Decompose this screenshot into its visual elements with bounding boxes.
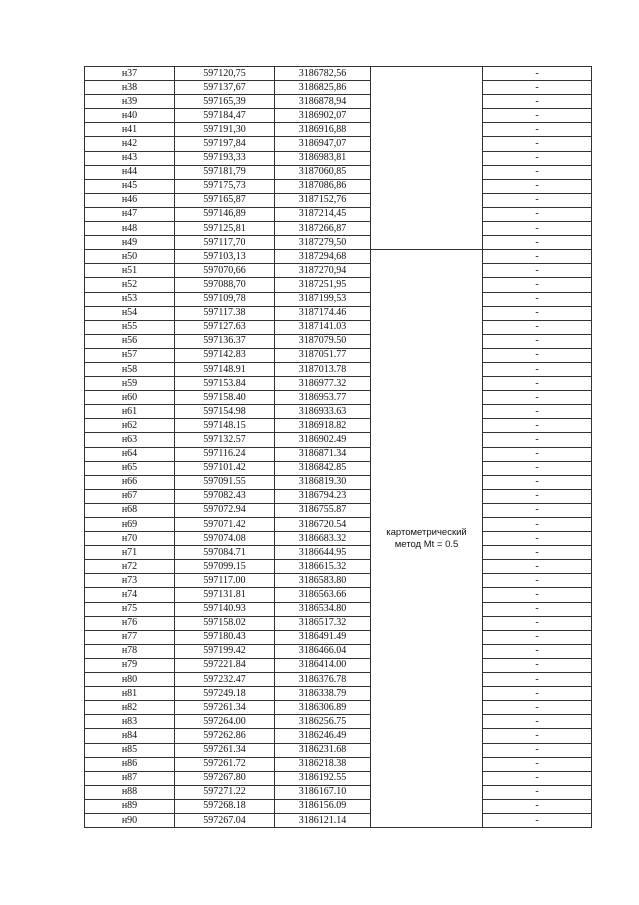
x-coordinate-cell: 597109,78: [175, 292, 275, 306]
x-coordinate-cell: 597180.43: [175, 630, 275, 644]
point-name-cell: н54: [85, 306, 175, 320]
point-name-cell: н66: [85, 475, 175, 489]
y-coordinate-cell: 3187251,95: [275, 278, 371, 292]
table-row: [85, 165, 592, 179]
x-coordinate-cell: 597103,13: [175, 250, 275, 264]
table-row: [85, 377, 592, 391]
y-coordinate-cell: 3186615.32: [275, 560, 371, 574]
table-row: [85, 489, 592, 503]
point-name-cell: н83: [85, 715, 175, 729]
y-coordinate-cell: 3187152,76: [275, 193, 371, 207]
y-coordinate-cell: 3186231.68: [275, 743, 371, 757]
y-coordinate-cell: 3186563.66: [275, 588, 371, 602]
accuracy-cell: -: [483, 137, 592, 151]
accuracy-cell: -: [483, 715, 592, 729]
point-name-cell: н40: [85, 109, 175, 123]
accuracy-cell: -: [483, 109, 592, 123]
point-name-cell: н39: [85, 95, 175, 109]
point-name-cell: н65: [85, 461, 175, 475]
x-coordinate-cell: 597082.43: [175, 489, 275, 503]
y-coordinate-cell: 3186466.04: [275, 644, 371, 658]
accuracy-cell: -: [483, 250, 592, 264]
accuracy-cell: -: [483, 334, 592, 348]
x-coordinate-cell: 597267.04: [175, 813, 275, 827]
x-coordinate-cell: 597131.81: [175, 588, 275, 602]
point-name-cell: н79: [85, 658, 175, 672]
x-coordinate-cell: 597181,79: [175, 165, 275, 179]
point-name-cell: н88: [85, 785, 175, 799]
table-row: [85, 658, 592, 672]
point-name-cell: н59: [85, 377, 175, 391]
x-coordinate-cell: 597088,70: [175, 278, 275, 292]
y-coordinate-cell: 3187079.50: [275, 334, 371, 348]
point-name-cell: н46: [85, 193, 175, 207]
point-name-cell: н75: [85, 602, 175, 616]
x-coordinate-cell: 597120,75: [175, 67, 275, 81]
x-coordinate-cell: 597175,73: [175, 179, 275, 193]
accuracy-cell: -: [483, 518, 592, 532]
point-name-cell: н69: [85, 518, 175, 532]
table-row: [85, 334, 592, 348]
point-name-cell: н73: [85, 574, 175, 588]
x-coordinate-cell: 597142.83: [175, 348, 275, 362]
x-coordinate-cell: 597232.47: [175, 673, 275, 687]
x-coordinate-cell: 597117,70: [175, 236, 275, 250]
point-name-cell: н77: [85, 630, 175, 644]
y-coordinate-cell: 3186878,94: [275, 95, 371, 109]
x-coordinate-cell: 597249.18: [175, 687, 275, 701]
accuracy-cell: -: [483, 222, 592, 236]
y-coordinate-cell: 3186825,86: [275, 81, 371, 95]
y-coordinate-cell: 3186953.77: [275, 391, 371, 405]
point-name-cell: н48: [85, 222, 175, 236]
y-coordinate-cell: 3186583.80: [275, 574, 371, 588]
table-row: [85, 193, 592, 207]
accuracy-cell: -: [483, 560, 592, 574]
x-coordinate-cell: 597267.80: [175, 771, 275, 785]
accuracy-cell: -: [483, 306, 592, 320]
y-coordinate-cell: 3186534.80: [275, 602, 371, 616]
table-row: [85, 757, 592, 771]
point-name-cell: н56: [85, 334, 175, 348]
y-coordinate-cell: 3187060,85: [275, 165, 371, 179]
x-coordinate-cell: 597070,66: [175, 264, 275, 278]
table-row: [85, 616, 592, 630]
table-row: [85, 813, 592, 827]
y-coordinate-cell: 3187141.03: [275, 320, 371, 334]
x-coordinate-cell: 597084.71: [175, 546, 275, 560]
accuracy-cell: -: [483, 687, 592, 701]
y-coordinate-cell: 3187279,50: [275, 236, 371, 250]
y-coordinate-cell: 3186683.32: [275, 532, 371, 546]
point-name-cell: н37: [85, 67, 175, 81]
y-coordinate-cell: 3186947,07: [275, 137, 371, 151]
x-coordinate-cell: 597165,87: [175, 193, 275, 207]
point-name-cell: н52: [85, 278, 175, 292]
accuracy-cell: -: [483, 320, 592, 334]
table-row: [85, 743, 592, 757]
point-name-cell: н80: [85, 673, 175, 687]
accuracy-cell: -: [483, 447, 592, 461]
table-row: [85, 644, 592, 658]
accuracy-cell: -: [483, 95, 592, 109]
y-coordinate-cell: 3187266,87: [275, 222, 371, 236]
x-coordinate-cell: 597264.00: [175, 715, 275, 729]
accuracy-cell: -: [483, 546, 592, 560]
point-name-cell: н89: [85, 799, 175, 813]
accuracy-cell: -: [483, 123, 592, 137]
x-coordinate-cell: 597132.57: [175, 433, 275, 447]
point-name-cell: н47: [85, 207, 175, 221]
table-row: [85, 405, 592, 419]
table-row: [85, 532, 592, 546]
y-coordinate-cell: 3186918.82: [275, 419, 371, 433]
accuracy-cell: -: [483, 264, 592, 278]
accuracy-cell: -: [483, 701, 592, 715]
point-name-cell: н67: [85, 489, 175, 503]
x-coordinate-cell: 597158.02: [175, 616, 275, 630]
x-coordinate-cell: 597221.84: [175, 658, 275, 672]
measurement-method-cell: [371, 250, 483, 828]
accuracy-cell: -: [483, 602, 592, 616]
table-row: [85, 546, 592, 560]
accuracy-cell: -: [483, 461, 592, 475]
table-row: [85, 306, 592, 320]
y-coordinate-cell: 3186916,88: [275, 123, 371, 137]
accuracy-cell: -: [483, 771, 592, 785]
accuracy-cell: -: [483, 757, 592, 771]
point-name-cell: н42: [85, 137, 175, 151]
x-coordinate-cell: 597125,81: [175, 222, 275, 236]
table-row: [85, 278, 592, 292]
table-row: [85, 715, 592, 729]
method-accuracy: метод Mt = 0.5: [394, 538, 459, 550]
y-coordinate-cell: 3186256.75: [275, 715, 371, 729]
accuracy-cell: -: [483, 377, 592, 391]
y-coordinate-cell: 3187051.77: [275, 348, 371, 362]
method-name: картометрический: [386, 526, 467, 538]
point-name-cell: н53: [85, 292, 175, 306]
accuracy-cell: -: [483, 179, 592, 193]
accuracy-cell: -: [483, 616, 592, 630]
point-name-cell: н62: [85, 419, 175, 433]
accuracy-cell: -: [483, 419, 592, 433]
point-name-cell: н61: [85, 405, 175, 419]
point-name-cell: н50: [85, 250, 175, 264]
coordinates-table-body: [85, 67, 592, 828]
x-coordinate-cell: 597117.00: [175, 574, 275, 588]
accuracy-cell: -: [483, 236, 592, 250]
x-coordinate-cell: 597091.55: [175, 475, 275, 489]
table-row: [85, 687, 592, 701]
table-row: [85, 518, 592, 532]
accuracy-cell: -: [483, 813, 592, 827]
y-coordinate-cell: 3186902,07: [275, 109, 371, 123]
table-row: [85, 729, 592, 743]
y-coordinate-cell: 3187174.46: [275, 306, 371, 320]
point-name-cell: н71: [85, 546, 175, 560]
table-row: [85, 109, 592, 123]
table-row: [85, 207, 592, 221]
x-coordinate-cell: 597158.40: [175, 391, 275, 405]
x-coordinate-cell: 597153.84: [175, 377, 275, 391]
y-coordinate-cell: 3186933.63: [275, 405, 371, 419]
x-coordinate-cell: 597117.38: [175, 306, 275, 320]
point-name-cell: н64: [85, 447, 175, 461]
point-name-cell: н74: [85, 588, 175, 602]
accuracy-cell: -: [483, 278, 592, 292]
coordinates-table: [84, 66, 592, 828]
point-name-cell: н57: [85, 348, 175, 362]
table-row: [85, 236, 592, 250]
y-coordinate-cell: 3186517.32: [275, 616, 371, 630]
y-coordinate-cell: 3187294,68: [275, 250, 371, 264]
accuracy-cell: -: [483, 574, 592, 588]
y-coordinate-cell: 3186977.32: [275, 377, 371, 391]
table-row: [85, 503, 592, 517]
point-name-cell: н72: [85, 560, 175, 574]
y-coordinate-cell: 3186794.23: [275, 489, 371, 503]
y-coordinate-cell: 3186167.10: [275, 785, 371, 799]
accuracy-cell: -: [483, 391, 592, 405]
accuracy-cell: -: [483, 644, 592, 658]
y-coordinate-cell: 3186842.85: [275, 461, 371, 475]
y-coordinate-cell: 3186306.89: [275, 701, 371, 715]
x-coordinate-cell: 597165,39: [175, 95, 275, 109]
point-name-cell: н41: [85, 123, 175, 137]
table-row: [85, 348, 592, 362]
table-row: [85, 447, 592, 461]
table-row: [85, 264, 592, 278]
y-coordinate-cell: 3186376.78: [275, 673, 371, 687]
table-row: [85, 673, 592, 687]
point-name-cell: н76: [85, 616, 175, 630]
y-coordinate-cell: 3186414.00: [275, 658, 371, 672]
table-row: [85, 391, 592, 405]
accuracy-cell: -: [483, 743, 592, 757]
x-coordinate-cell: 597099.15: [175, 560, 275, 574]
table-row: [85, 419, 592, 433]
point-name-cell: н82: [85, 701, 175, 715]
y-coordinate-cell: 3187199,53: [275, 292, 371, 306]
point-name-cell: н49: [85, 236, 175, 250]
table-row: [85, 67, 592, 81]
point-name-cell: н43: [85, 151, 175, 165]
y-coordinate-cell: 3186218.38: [275, 757, 371, 771]
x-coordinate-cell: 597148.15: [175, 419, 275, 433]
accuracy-cell: -: [483, 193, 592, 207]
x-coordinate-cell: 597261.34: [175, 701, 275, 715]
x-coordinate-cell: 597140.93: [175, 602, 275, 616]
y-coordinate-cell: 3186246.49: [275, 729, 371, 743]
accuracy-cell: -: [483, 362, 592, 376]
table-row: [85, 433, 592, 447]
x-coordinate-cell: 597268.18: [175, 799, 275, 813]
x-coordinate-cell: 597101.42: [175, 461, 275, 475]
accuracy-cell: -: [483, 165, 592, 179]
accuracy-cell: -: [483, 673, 592, 687]
x-coordinate-cell: 597262.86: [175, 729, 275, 743]
y-coordinate-cell: 3186192.55: [275, 771, 371, 785]
table-row: [85, 222, 592, 236]
point-name-cell: н85: [85, 743, 175, 757]
table-row: [85, 771, 592, 785]
point-name-cell: н44: [85, 165, 175, 179]
accuracy-cell: -: [483, 799, 592, 813]
table-row: [85, 95, 592, 109]
point-name-cell: н38: [85, 81, 175, 95]
x-coordinate-cell: 597071.42: [175, 518, 275, 532]
x-coordinate-cell: 597137,67: [175, 81, 275, 95]
y-coordinate-cell: 3186720.54: [275, 518, 371, 532]
x-coordinate-cell: 597191,30: [175, 123, 275, 137]
table-row: [85, 785, 592, 799]
y-coordinate-cell: 3186755.87: [275, 503, 371, 517]
x-coordinate-cell: 597197,84: [175, 137, 275, 151]
x-coordinate-cell: 597146,89: [175, 207, 275, 221]
y-coordinate-cell: 3186902.49: [275, 433, 371, 447]
table-row: [85, 630, 592, 644]
point-name-cell: н86: [85, 757, 175, 771]
table-row: [85, 292, 592, 306]
table-row: [85, 320, 592, 334]
x-coordinate-cell: 597193,33: [175, 151, 275, 165]
accuracy-cell: -: [483, 489, 592, 503]
table-row: [85, 701, 592, 715]
point-name-cell: н45: [85, 179, 175, 193]
point-name-cell: н68: [85, 503, 175, 517]
y-coordinate-cell: 3186491.49: [275, 630, 371, 644]
point-name-cell: н87: [85, 771, 175, 785]
y-coordinate-cell: 3186819.30: [275, 475, 371, 489]
table-row: [85, 799, 592, 813]
accuracy-cell: -: [483, 532, 592, 546]
x-coordinate-cell: 597116.24: [175, 447, 275, 461]
table-row: [85, 123, 592, 137]
x-coordinate-cell: 597261.72: [175, 757, 275, 771]
point-name-cell: н70: [85, 532, 175, 546]
y-coordinate-cell: 3186782,56: [275, 67, 371, 81]
table-row: [85, 602, 592, 616]
accuracy-cell: -: [483, 475, 592, 489]
accuracy-cell: -: [483, 151, 592, 165]
accuracy-cell: -: [483, 405, 592, 419]
x-coordinate-cell: 597136.37: [175, 334, 275, 348]
accuracy-cell: -: [483, 81, 592, 95]
point-name-cell: н84: [85, 729, 175, 743]
y-coordinate-cell: 3186871.34: [275, 447, 371, 461]
table-row: [85, 574, 592, 588]
accuracy-cell: -: [483, 207, 592, 221]
table-row: [85, 137, 592, 151]
y-coordinate-cell: 3187270,94: [275, 264, 371, 278]
table-row: [85, 179, 592, 193]
x-coordinate-cell: 597074.08: [175, 532, 275, 546]
accuracy-cell: -: [483, 729, 592, 743]
point-name-cell: н81: [85, 687, 175, 701]
point-name-cell: н60: [85, 391, 175, 405]
table-row: [85, 362, 592, 376]
accuracy-cell: -: [483, 785, 592, 799]
y-coordinate-cell: 3186121.14: [275, 813, 371, 827]
x-coordinate-cell: 597148.91: [175, 362, 275, 376]
y-coordinate-cell: 3187086,86: [275, 179, 371, 193]
accuracy-cell: -: [483, 503, 592, 517]
point-name-cell: н58: [85, 362, 175, 376]
accuracy-cell: -: [483, 292, 592, 306]
y-coordinate-cell: 3187214,45: [275, 207, 371, 221]
x-coordinate-cell: 597199.42: [175, 644, 275, 658]
table-row: [85, 475, 592, 489]
point-name-cell: н51: [85, 264, 175, 278]
x-coordinate-cell: 597072.94: [175, 503, 275, 517]
point-name-cell: н90: [85, 813, 175, 827]
point-name-cell: н63: [85, 433, 175, 447]
table-row: [85, 151, 592, 165]
table-row: [85, 560, 592, 574]
accuracy-cell: -: [483, 630, 592, 644]
point-name-cell: н55: [85, 320, 175, 334]
accuracy-cell: -: [483, 67, 592, 81]
y-coordinate-cell: 3186644.95: [275, 546, 371, 560]
x-coordinate-cell: 597271.22: [175, 785, 275, 799]
method-cell-empty: [371, 67, 483, 250]
y-coordinate-cell: 3187013.78: [275, 362, 371, 376]
x-coordinate-cell: 597154.98: [175, 405, 275, 419]
y-coordinate-cell: 3186156.09: [275, 799, 371, 813]
table-row: [85, 588, 592, 602]
table-row: [85, 461, 592, 475]
y-coordinate-cell: 3186338.79: [275, 687, 371, 701]
x-coordinate-cell: 597127.63: [175, 320, 275, 334]
x-coordinate-cell: 597261.34: [175, 743, 275, 757]
x-coordinate-cell: 597184,47: [175, 109, 275, 123]
accuracy-cell: -: [483, 348, 592, 362]
table-row: [85, 250, 592, 264]
y-coordinate-cell: 3186983,81: [275, 151, 371, 165]
accuracy-cell: -: [483, 588, 592, 602]
accuracy-cell: -: [483, 433, 592, 447]
accuracy-cell: -: [483, 658, 592, 672]
table-row: [85, 81, 592, 95]
point-name-cell: н78: [85, 644, 175, 658]
